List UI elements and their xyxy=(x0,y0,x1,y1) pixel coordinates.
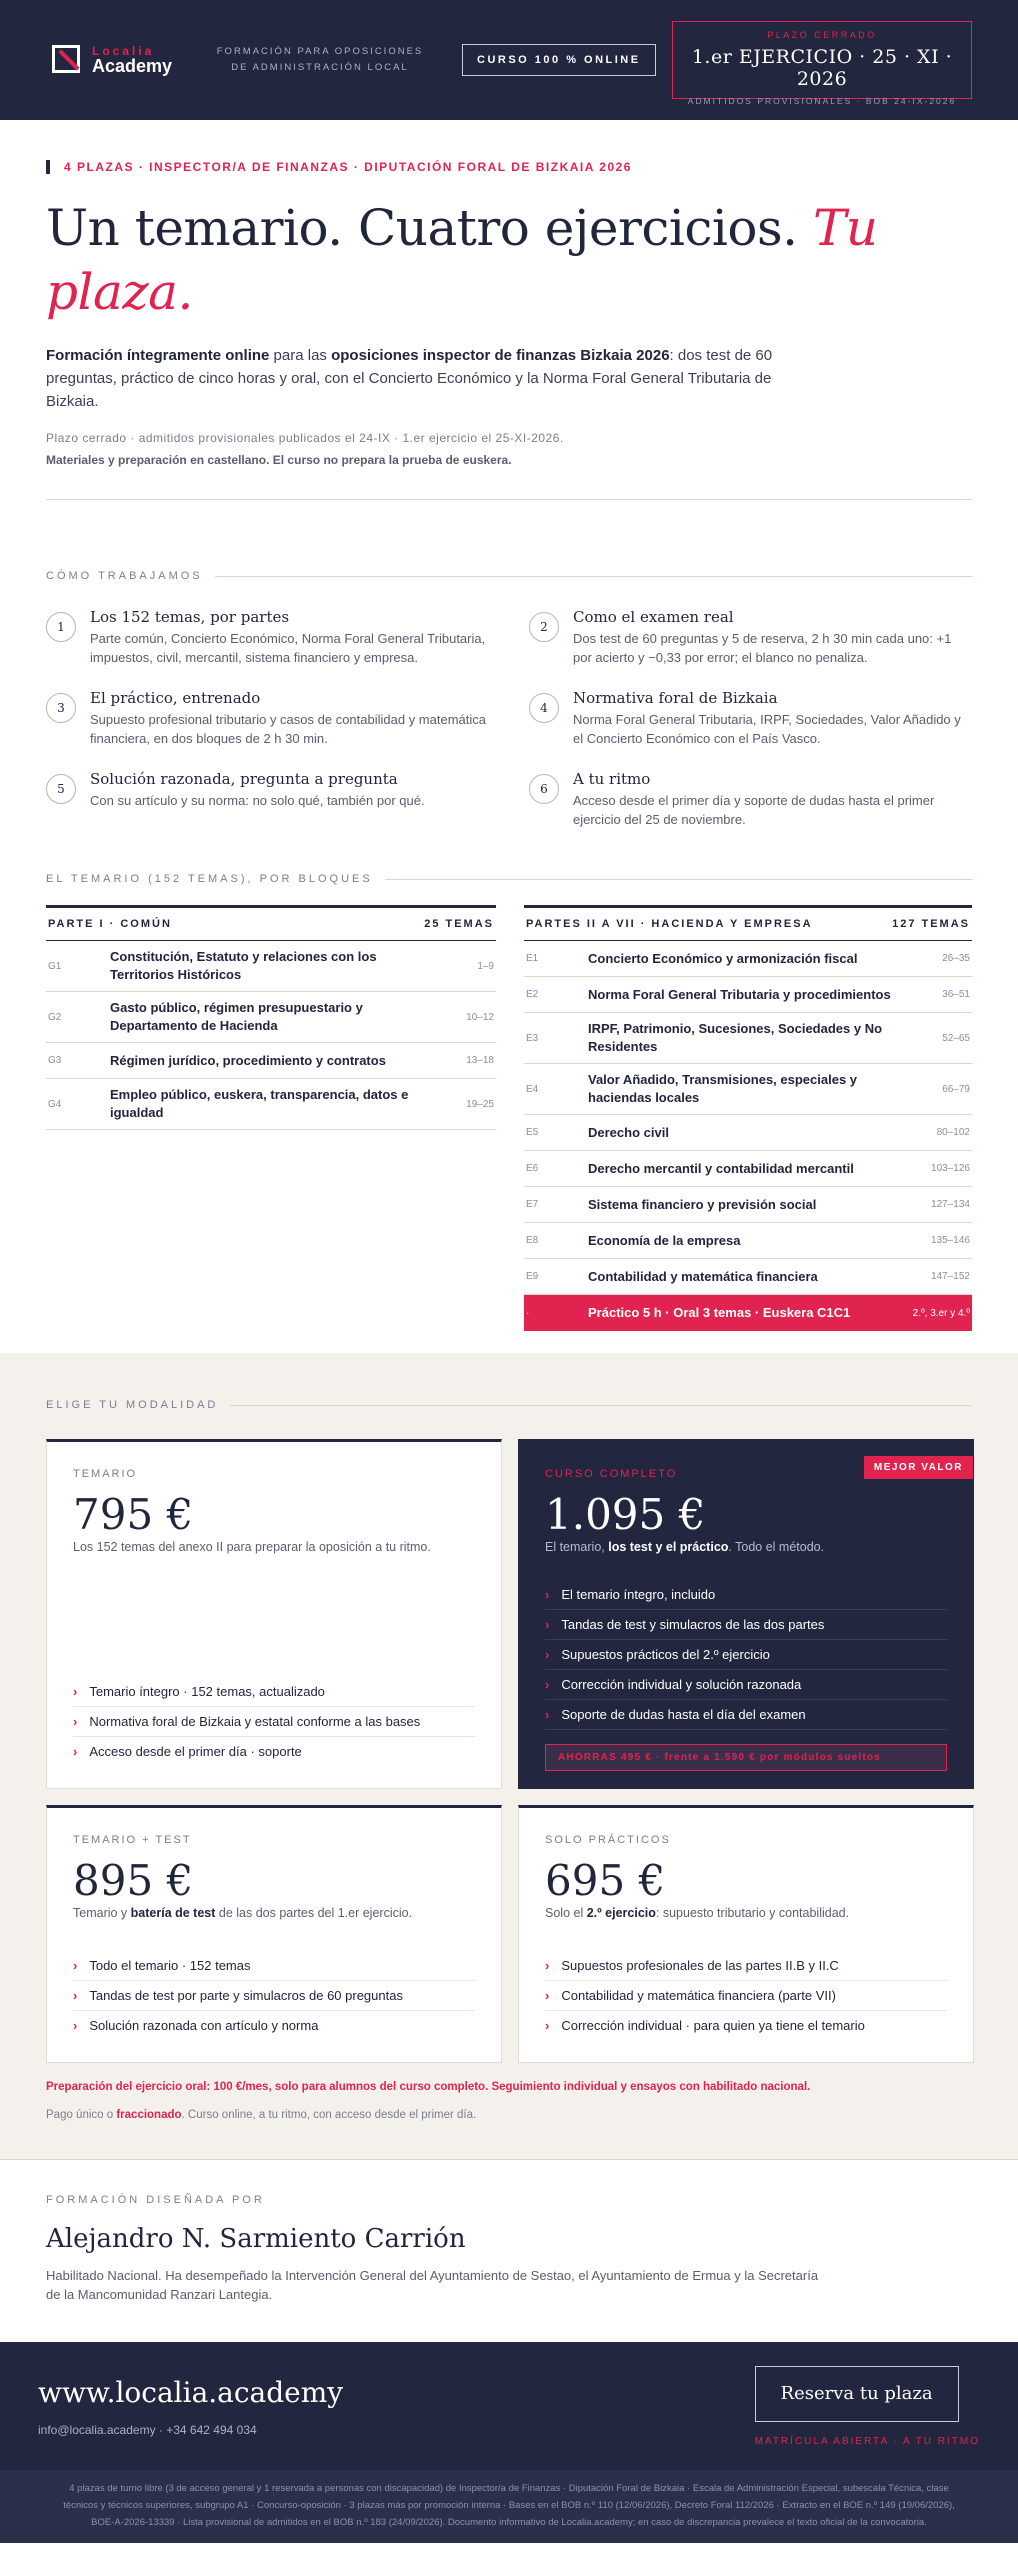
top-header xyxy=(0,0,1018,120)
table-row xyxy=(524,1187,972,1223)
table-row xyxy=(524,941,972,977)
feature-item: › Solución razonada con artículo y norma xyxy=(73,2018,319,2033)
installments-link[interactable]: fraccionado xyxy=(116,2109,182,2121)
language-note: Materiales y preparación en castellano. El curso no prepara la prueba de euskera. xyxy=(46,453,512,467)
chevron-right-icon: › xyxy=(545,1677,550,1692)
chevron-right-icon: › xyxy=(545,1587,550,1602)
section-label: CÓMO TRABAJAMOS xyxy=(46,570,972,582)
chevron-right-icon: › xyxy=(545,1958,550,1973)
exam-kicker: PLAZO CERRADO xyxy=(767,30,877,40)
how-item xyxy=(46,608,489,667)
table-row xyxy=(46,941,496,992)
step-number: 2 xyxy=(529,612,559,642)
how-item-title: A tu ritmo xyxy=(573,770,651,788)
section-label: ELIGE TU MODALIDAD xyxy=(46,1399,972,1411)
how-item-title: Normativa foral de Bizkaia xyxy=(573,689,778,707)
chevron-right-icon: › xyxy=(73,1684,78,1699)
feature-item: › Todo el temario · 152 temas xyxy=(73,1951,475,1981)
feature-item: › Corrección individual y solución razonada xyxy=(545,1670,947,1700)
row-name: Derecho civil xyxy=(588,1124,669,1140)
feature-item: › Tandas de test y simulacros de las dos partes xyxy=(545,1610,947,1640)
row-code: G3 xyxy=(48,1055,62,1066)
row-range: 66–79 xyxy=(942,1083,970,1095)
step-number: 3 xyxy=(46,693,76,723)
row-code: G1 xyxy=(48,960,62,972)
reserve-button[interactable]: Reserva tu plaza xyxy=(755,2366,959,2422)
how-item-text: Acceso desde el primer día y soporte de dudas hasta el primer ejercicio del 25 de noviembre. xyxy=(573,793,935,827)
row-name: Constitución, Estatuto y relaciones con los Territorios Históricos xyxy=(110,949,377,982)
row-range: 19–25 xyxy=(466,1098,494,1110)
price: 795 € xyxy=(73,1490,194,1539)
logo-top-text: Localia xyxy=(92,43,155,58)
online-course-button[interactable]: CURSO 100 % ONLINE xyxy=(462,44,656,76)
row-range: 1–9 xyxy=(477,960,494,972)
block-hacienda xyxy=(524,905,972,1331)
row-code: E2 xyxy=(526,989,539,1000)
chevron-right-icon: › xyxy=(73,1744,78,1759)
row-range: 80–102 xyxy=(936,1127,970,1138)
feature-item: › Supuestos prácticos del 2.º ejercicio xyxy=(545,1640,947,1670)
row-code: E1 xyxy=(526,953,539,964)
row-name: Régimen jurídico, procedimiento y contratos xyxy=(110,1052,386,1068)
highlight-row: · Práctico 5 h · Oral 3 temas · Euskera C1C1 2.º, 3.er y 4.º xyxy=(524,1295,972,1331)
price: 1.095 € xyxy=(545,1490,706,1539)
chevron-right-icon: › xyxy=(545,1617,550,1632)
step-number: 6 xyxy=(529,774,559,804)
row-name: Economía de la empresa xyxy=(588,1232,741,1248)
feature-item: › Soporte de dudas hasta el día del examen xyxy=(545,1700,947,1730)
row-name: Valor Añadido, Transmisiones, especiales y haciendas locales xyxy=(588,1072,858,1105)
row-range: 52–65 xyxy=(942,1032,970,1044)
how-item-title: Los 152 temas, por partes xyxy=(90,608,290,626)
table-row xyxy=(524,1151,972,1187)
feature-item: › Supuestos profesionales de las partes II.B y II.C xyxy=(545,1951,947,1981)
table-row xyxy=(524,1223,972,1259)
row-code: E8 xyxy=(526,1235,539,1246)
how-item-title: Solución razonada, pregunta a pregunta xyxy=(90,770,398,788)
how-item-text: Supuesto profesional tributario y casos de contabilidad y matemática financiera, en dos bloques de 2 h 30 min. xyxy=(90,712,486,746)
author-section xyxy=(0,2159,1018,2342)
plan-test-card[interactable]: TEMARIO + TEST 895 € Temario y batería de test de las dos partes del 1.er ejercicio. › Todo el temario · 152 temas › Tandas de test por parte y simulacros de 60 preguntas › Solución razonada con artículo y norma xyxy=(46,1805,502,2063)
row-name: Derecho mercantil y contabilidad mercantil xyxy=(588,1160,854,1176)
row-range: 103–126 xyxy=(931,1163,970,1174)
chevron-right-icon: › xyxy=(73,1988,78,2003)
how-item-text: Parte común, Concierto Económico, Norma Foral General Tributaria, impuestos, civil, mercantil, sistema financiero y empresa. xyxy=(90,631,486,665)
chevron-right-icon: › xyxy=(545,1707,550,1722)
row-name: Gasto público, régimen presupuestario y Departamento de Hacienda xyxy=(110,1000,363,1033)
chevron-right-icon: › xyxy=(545,2018,550,2033)
how-item-title: Como el examen real xyxy=(573,608,734,626)
block-common xyxy=(46,905,496,1331)
how-item-text: Dos test de 60 preguntas y 5 de reserva, 2 h 30 min cada uno: +1 por acierto y −0,33 por error; el blanco no penaliza. xyxy=(573,631,952,665)
block-header: PARTE I · COMÚN 25 TEMAS xyxy=(46,905,496,941)
exam-date: 1.er EJERCICIO · 25 · XI · 2026 xyxy=(691,46,953,90)
table-row xyxy=(524,1259,972,1295)
how-item xyxy=(46,689,489,748)
table-row xyxy=(46,1043,496,1079)
row-code: E7 xyxy=(526,1199,539,1210)
feature-item: › Tandas de test por parte y simulacros de 60 preguntas xyxy=(73,1981,475,2011)
how-item-text: Norma Foral General Tributaria, IRPF, Sociedades, Valor Añadido y el Concierto Económico con el País Vasco. xyxy=(573,712,961,746)
row-code: E4 xyxy=(526,1083,539,1095)
row-range: 127–134 xyxy=(931,1199,970,1210)
site-link[interactable]: www.localia.academy xyxy=(38,2375,344,2409)
how-item-title: El práctico, entrenado xyxy=(90,689,261,707)
row-code: E6 xyxy=(526,1163,539,1174)
row-range: 135–146 xyxy=(931,1235,970,1246)
author-name: Alejandro N. Sarmiento Carrión xyxy=(46,2224,466,2254)
author-kicker: FORMACIÓN DISEÑADA POR xyxy=(46,2194,265,2206)
row-name: Concierto Económico y armonización fiscal xyxy=(588,950,858,966)
row-name: Contabilidad y matemática financiera xyxy=(588,1268,818,1284)
logo[interactable] xyxy=(52,44,192,77)
row-range: 26–35 xyxy=(942,953,970,964)
chevron-right-icon: › xyxy=(73,2018,78,2033)
step-number: 1 xyxy=(46,612,76,642)
row-range: 10–12 xyxy=(466,1011,494,1023)
row-code: E9 xyxy=(526,1271,539,1282)
footer xyxy=(0,2342,1018,2470)
how-grid xyxy=(46,608,972,829)
row-range: 147–152 xyxy=(931,1271,970,1282)
table-row xyxy=(46,1079,496,1130)
tagline: FORMACIÓN PARA OPOSICIONES DE ADMINISTRACIÓN LOCAL xyxy=(216,46,424,73)
step-number: 4 xyxy=(529,693,559,723)
price: 895 € xyxy=(73,1856,194,1905)
price: 695 € xyxy=(545,1856,666,1905)
feature-item: › Acceso desde el primer día · soporte xyxy=(73,1744,302,1759)
plan-practicos-card[interactable]: SOLO PRÁCTICOS 695 € Solo el 2.º ejercicio: supuesto tributario y contabilidad. › Supuestos profesionales de las partes II.B y II.C › Contabilidad y matemática financiera (parte VII) › Corrección individual · para quien ya tiene el temario xyxy=(518,1805,974,2063)
row-name: Empleo público, euskera, transparencia, datos e igualdad xyxy=(110,1087,409,1120)
cta-subtitle: MATRÍCULA ABIERTA · A TU RITMO xyxy=(754,2435,980,2447)
block-header: PARTES II A VII · HACIENDA Y EMPRESA 127 TEMAS xyxy=(524,905,972,941)
chevron-right-icon: › xyxy=(545,1647,550,1662)
row-code: E3 xyxy=(526,1032,539,1044)
hero-section xyxy=(0,120,1018,500)
row-range: 13–18 xyxy=(466,1055,494,1066)
row-range: 36–51 xyxy=(942,989,970,1000)
table-row xyxy=(524,1013,972,1064)
row-name: IRPF, Patrimonio, Sucesiones, Sociedades y No Residentes xyxy=(588,1021,883,1054)
legal-text: 4 plazas de turno libre (3 de acceso general y 1 reservada a personas con discapacidad) de Inspector/a de Finanzas · Diputación Foral de Bizkaia · Escala de Administración Especial, subescala Técnica, clase técnicos y técnicos superiores, subgrupo A1 · Concurso-oposición · 3 plazas más por promoción interna · Bases en el BOB n.º 110 (12/06/2026), Decreto Foral 112/2026 · Extracto en el BOE n.º 149 (19/06/2026), BOE-A-2026-13339 · Lista provisional de admitidos en el BOB n.º 183 (24/09/2026). Documento informativo de Localia.academy; en caso de discrepancia prevalece el texto oficial de la convocatoria. xyxy=(0,2470,1018,2543)
author-bio: Habilitado Nacional. Ha desempeñado la Intervención General del Ayuntamiento de Sestao, el Ayuntamiento de Ermua y la Secretaría de la Mancomunidad Ranzari Lantegia. xyxy=(46,2268,819,2302)
row-name: Norma Foral General Tributaria y procedimientos xyxy=(588,986,891,1002)
feature-item: › Temario íntegro · 152 temas, actualizado xyxy=(73,1677,475,1707)
contact-info[interactable]: info@localia.academy · +34 642 494 034 xyxy=(38,2422,257,2437)
hero-kicker: 4 PLAZAS · INSPECTOR/A DE FINANZAS · DIPUTACIÓN FORAL DE BIZKAIA 2026 xyxy=(46,160,972,174)
exam-sub: ADMITIDOS PROVISIONALES · BOB 24-IX-2026 xyxy=(687,96,957,106)
plan-temario-card[interactable]: TEMARIO 795 € Los 152 temas del anexo II para preparar la oposición a tu ritmo. › Temario íntegro · 152 temas, actualizado › Normativa foral de Bizkaia y estatal conforme a las bases › Acceso desde el primer día · soporte xyxy=(46,1439,502,1789)
feature-item: › Corrección individual · para quien ya tiene el temario xyxy=(545,2018,865,2033)
table-row xyxy=(524,1064,972,1115)
table-row xyxy=(524,977,972,1013)
chevron-right-icon: › xyxy=(545,1988,550,2003)
chevron-right-icon: › xyxy=(73,1714,78,1729)
how-item xyxy=(529,608,972,667)
how-item xyxy=(529,770,972,829)
logo-icon xyxy=(52,45,82,75)
chevron-right-icon: › xyxy=(73,1958,78,1973)
step-number: 5 xyxy=(46,774,76,804)
hero-intro: Formación íntegramente online para las oposiciones inspector de finanzas Bizkaia 2026: dos test de 60 preguntas, práctico de cinco horas y oral, con el Concierto Económico y la Norma Foral General Tributaria de Bizkaia. xyxy=(46,347,773,410)
feature-item: › Normativa foral de Bizkaia y estatal conforme a las bases xyxy=(73,1707,475,1737)
feature-item: › El temario íntegro, incluido xyxy=(545,1580,947,1610)
table-row xyxy=(524,1115,972,1151)
exam-date-box xyxy=(672,21,972,106)
row-name: Sistema financiero y previsión social xyxy=(588,1196,817,1212)
row-code: E5 xyxy=(526,1127,539,1138)
best-value-badge: MEJOR VALOR xyxy=(864,1456,973,1479)
row-code: G4 xyxy=(48,1098,62,1110)
deadline-note: Plazo cerrado · admitidos provisionales publicados el 24-IX · 1.er ejercicio el 25-XI-2026. xyxy=(46,431,564,445)
how-item xyxy=(529,689,972,748)
page-title: Un temario. Cuatro ejercicios. Tu plaza. xyxy=(46,199,878,321)
title-accent: Tu plaza. xyxy=(46,199,878,321)
pricing-section xyxy=(0,1353,1018,2159)
temario-section xyxy=(0,829,1018,1331)
logo-bottom-text: Academy xyxy=(92,55,173,76)
payment-note: Pago único o fraccionado. Curso online, a tu ritmo, con acceso desde el primer día. xyxy=(46,2109,477,2121)
section-label: EL TEMARIO (152 TEMAS), POR BLOQUES xyxy=(46,873,972,885)
how-item-text: Con su artículo y su norma: no solo qué, también por qué. xyxy=(90,793,425,808)
how-we-work-section xyxy=(0,500,1018,829)
table-row xyxy=(46,992,496,1043)
feature-item: › Contabilidad y matemática financiera (parte VII) xyxy=(545,1981,947,2011)
row-code: G2 xyxy=(48,1011,62,1023)
oral-note: Preparación del ejercicio oral: 100 €/mes, solo para alumnos del curso completo. Seguimiento individual y ensayos con habilitado nacional. xyxy=(46,2081,811,2093)
how-item xyxy=(46,770,489,829)
plan-completo-card[interactable]: MEJOR VALOR CURSO COMPLETO 1.095 € El temario, los test y el práctico. Todo el método. › El temario íntegro, incluido › Tandas de test y simulacros de las dos partes › Supuestos prácticos del 2.º ejercicio › Corrección individual y solución razonada › Soporte de dudas hasta el día del examen AHORRAS 495 € · frente a 1.590 € por módulos sueltos xyxy=(518,1439,974,1789)
savings-banner: AHORRAS 495 € · frente a 1.590 € por módulos sueltos xyxy=(545,1744,947,1771)
